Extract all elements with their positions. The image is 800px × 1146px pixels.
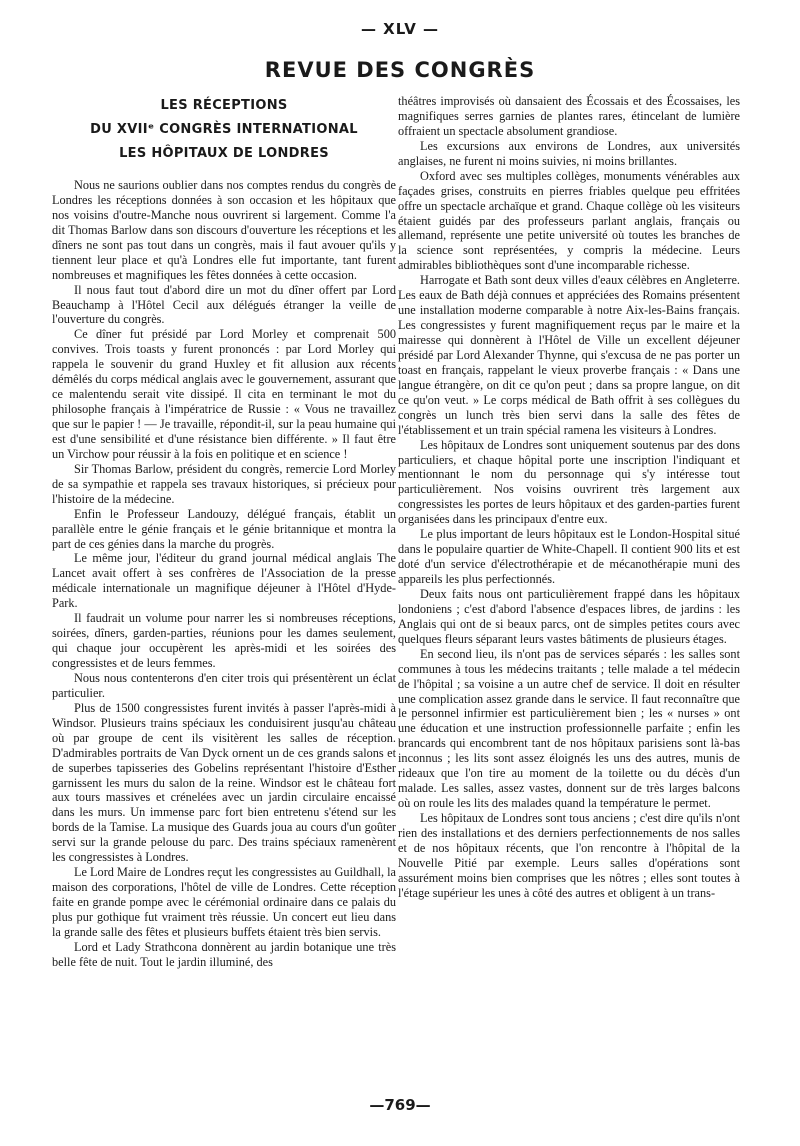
paragraph-continued: théâtres improvisés où dansaient des Écossais et des Écossaises, les magnifiques serres garnies de plantes rares, étincelant de lumière offraient un spectacle absolument grandiose. (398, 94, 740, 138)
paragraph: Lord et Lady Strathcona donnèrent au jardin botanique une très belle fête de nuit. Tout le jardin illuminé, des (52, 939, 396, 969)
section-title: REVUE DES CONGRÈS (264, 58, 536, 82)
paragraph: Harrogate et Bath sont deux villes d'eaux célèbres en Angleterre. Les eaux de Bath déjà connues et appréciées des Romains présentent une installation moderne comparable à notre Aix-les-Bains français. Les congressistes y furent magnifiquement reçus par le maire et la mairesse qui donnèrent à l'Hôtel de Ville un excellent déjeuner présidé par Lord Alexander Thynne, qui s'excusa de ne pas porter un toast en français, rappelant le vieux proverbe français : « Dans une langue étrangère, on dit ce qu'on peut ; dans sa propre langue, on dit ce qu'on veut. » Le corps médical de Bath offrit à ses collègues du congrès un lunch très bien servi dans la salle des fêtes de l'établissement et un train spécial ramena les visiteurs à Londres. (398, 273, 740, 437)
paragraph: Les hôpitaux de Londres sont tous anciens ; c'est dire qu'ils n'ont rien des installations et des derniers perfectionnements de nos salles et de nos hôpitaux récents, que l'on rencontre à l'hôpital de la Nouvelle Pitié par exemple. Leurs salles d'opérations sont assurément moins bien comprises que les nôtres ; elles sont toutes à l'étage supérieur les unes à côté des autres et obligent à un trans- (398, 811, 740, 900)
paragraph: Enfin le Professeur Landouzy, délégué français, établit un parallèle entre le génie français et le génie britannique et montra la part de ces génies dans la marche du progrès. (52, 506, 396, 551)
article-heading-congress: DU XVIIᵉ CONGRÈS INTERNATIONAL (90, 122, 358, 137)
paragraph: Les hôpitaux de Londres sont uniquement soutenus par des dons particuliers, et chaque hôpital porte une inscription l'indiquant et mentionnant le nom du personnage qui s'y intéresse tout particulièrement. Nos voisins ouvrirent très largement aux congressistes les portes de leurs hôpitaux et des garden-parties furent organisées dans les principaux d'entre eux. (398, 437, 740, 527)
paragraph: Le même jour, l'éditeur du grand journal médical anglais The Lancet avait offert à ses confrères de l'Association de la presse médicale internationale un magnifique déjeuner à l'Hôtel d'Hyde-Park. (52, 551, 396, 611)
paragraph: Sir Thomas Barlow, président du congrès, remercie Lord Morley de sa sympathie et rappela ses travaux historiques, si précieux pour l'histoire de la médecine. (52, 461, 396, 506)
paragraph: Il faudrait un volume pour narrer les si nombreuses réceptions, soirées, dîners, garden-parties, réunions pour les dames seulement, qui chaque jour occupèrent les après-midi et les soirées des congressistes et de leurs femmes. (52, 611, 396, 670)
paragraph: Nous nous contenterons d'en citer trois qui présentèrent un éclat particulier. (52, 670, 396, 700)
paragraph: Oxford avec ses multiples collèges, monuments vénérables aux façades grises, construits en pierres friables quelque peu effritées offre un spectacle archaïque et grand. Chaque collège où les visiteurs étaient guidés par des professeurs parlant anglais, français ou allemand, représente une petite université où toutes les branches de la science sont représentées, y compris la médecine. Leurs admirables bibliothèques sont d'une incomparable richesse. (398, 168, 740, 273)
paragraph: Deux faits nous ont particulièrement frappé dans les hôpitaux londoniens ; c'est d'abord l'absence d'espaces libres, de jardins : les Anglais qui ont de si beaux parcs, ont de simples petites cours avec quelques fleurs séparant leurs vastes bâtiments de plusieurs étages. (398, 586, 740, 646)
paragraph: Le plus important de leurs hôpitaux est le London-Hospital situé dans le populaire quartier de White-Chapell. Il contient 900 lits et est doté d'un service d'électrothérapie et de mécanothérapie muni des appareils les plus perfectionnés. (398, 527, 740, 586)
paragraph: Le Lord Maire de Londres reçut les congressistes au Guildhall, la maison des corporations, l'hôtel de ville de Londres. Cette réception faite en grande pompe avec le cérémonial ordinaire dans ce palais du plus pur gothique fut vraiment très réussie. Un concert eut lieu dans la grande salle des fêtes et plusieurs buffets étaient très bien servis. (52, 865, 397, 939)
right-column (398, 94, 740, 901)
running-header-folio: — XLV — (360, 20, 440, 38)
paragraph: Ce dîner fut présidé par Lord Morley et comprenait 500 convives. Trois toasts y furent prononcés : par Lord Morley qui rappela le souvenir du grand Huxley et fit allusion aux récents démêlés du corps médical anglais avec le gouvernement, assurant que ce malentendu serait vite dissipé. Il cita en terminant le mot du philosophe français à l'impératrice de Russie : « Vous ne travaillez que sur le papier ! — Je travaille, répondit-il, sur la peau humaine qui est d'une sensibilité et d'une résistance bien différente. » Il faut être un Virchow pour réussir à la fois en politique et en science ! (52, 327, 396, 461)
paragraph: Les excursions aux environs de Londres, aux universités anglaises, ne furent ni moins suivies, ni moins brillantes. (398, 138, 740, 168)
article-heading-receptions: LES RÉCEPTIONS (160, 98, 288, 113)
page-number: —769— (369, 1096, 431, 1114)
paragraph: Il nous faut tout d'abord dire un mot du dîner offert par Lord Beauchamp à l'Hôtel Cecil aux délégués étranger la veille de l'ouverture du congrès. (52, 282, 396, 327)
left-column (52, 94, 396, 970)
paragraph: En second lieu, ils n'ont pas de services séparés : les salles sont communes à tous les médecins traitants ; telle malade a tel médecin de l'hôpital ; sa voisine a un autre chef de service. Il doit en résulter une complication assez grande dans le service. Il faut reconnaître que le personnel infirmier est particulièrement bien ; les « nurses » ont une éducation et une instruction professionnelle parfaite ; enfin les brancards qui encombrent tant de nos hôpitaux parisiens sont là-bas inconnus ; les lits sont assez éloignés les uns des autres, munis de rideaux que l'on tire au moment de la toilette ou du décès d'un malade. Les salles, assez vastes, donnent sur de très larges balcons où on roule les lits des malades quand la température le permet. (398, 646, 740, 811)
paragraph: Plus de 1500 congressistes furent invités à passer l'après-midi à Windsor. Plusieurs trains spéciaux les conduisirent jusqu'au château où par groupe de cent ils visitèrent les salles de réception. D'admirables portraits de Van Dyck ornent un de ces grands salons et de superbes tapisseries des Gobelins représentant l'histoire d'Esther garnissent les murs du salon de la reine. Windsor est le château fort aux tours massives et crénelées avec un jardin circulaire encaissé dans les murs. Un immense parc fort bien entretenu s'étend sur les bords de la Tamise. La musique des Guards joua au cours d'un goûter servi sur la grande pelouse du parc. Des trains spéciaux ramenèrent les congressistes à Londres. (52, 700, 396, 865)
article-heading-hospitals: LES HÔPITAUX DE LONDRES (119, 146, 329, 161)
paragraph: Nous ne saurions oublier dans nos comptes rendus du congrès de Londres les réceptions données à son occasion et les hôpitaux que nos voisins d'outre-Manche nous ouvrirent si largement. Comme l'a dit Thomas Barlow dans son discours d'ouverture les réceptions et les dîners ne sont pas tout dans un congrès, mais il faut avouer qu'ils y tiennent leur place et qu'à Londres elle fut importante, tant furent nombreuses et magnifiques les fêtes données à cette occasion. (52, 178, 396, 282)
